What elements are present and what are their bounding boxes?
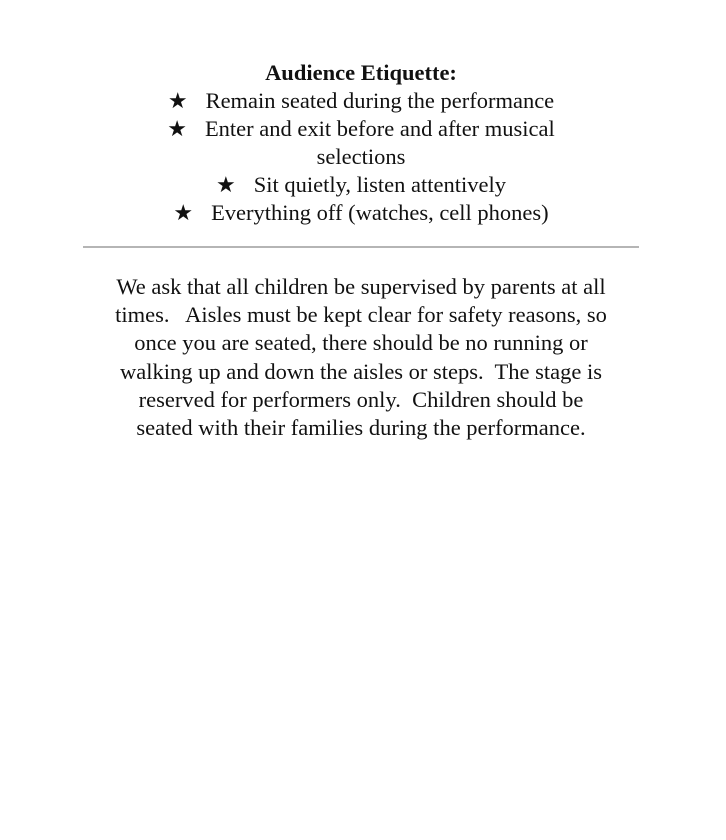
etiquette-item-text-continued: selections [316, 144, 406, 169]
etiquette-list [83, 87, 639, 227]
etiquette-item [83, 199, 639, 227]
etiquette-item [83, 87, 639, 115]
notice-line: once you are seated, there should be no running or [134, 330, 588, 356]
supervision-notice [76, 273, 646, 442]
notice-line: times. Aisles must be kept clear for safety reasons, so [115, 302, 607, 328]
star-icon: ★ [167, 88, 188, 113]
star-icon: ★ [216, 172, 236, 197]
etiquette-item [83, 171, 639, 199]
etiquette-item [83, 115, 639, 171]
star-icon: ★ [173, 200, 194, 225]
notice-line: seated with their families during the performance. [136, 415, 586, 441]
star-icon: ★ [167, 116, 187, 141]
notice-line: walking up and down the aisles or steps. The stage is [119, 358, 602, 384]
notice-line: reserved for performers only. Children should be [138, 386, 584, 412]
horizontal-divider [83, 246, 639, 248]
notice-line: We ask that all children be supervised by parents at all [116, 274, 606, 299]
etiquette-title: Audience Etiquette: [265, 60, 457, 85]
etiquette-item-text: Enter and exit before and after musical [204, 116, 555, 141]
etiquette-item-text: Everything off (watches, cell phones) [211, 200, 549, 225]
etiquette-item-text: Remain seated during the performance [205, 88, 555, 113]
etiquette-item-text: Sit quietly, listen attentively [253, 172, 506, 197]
etiquette-section [83, 59, 639, 227]
